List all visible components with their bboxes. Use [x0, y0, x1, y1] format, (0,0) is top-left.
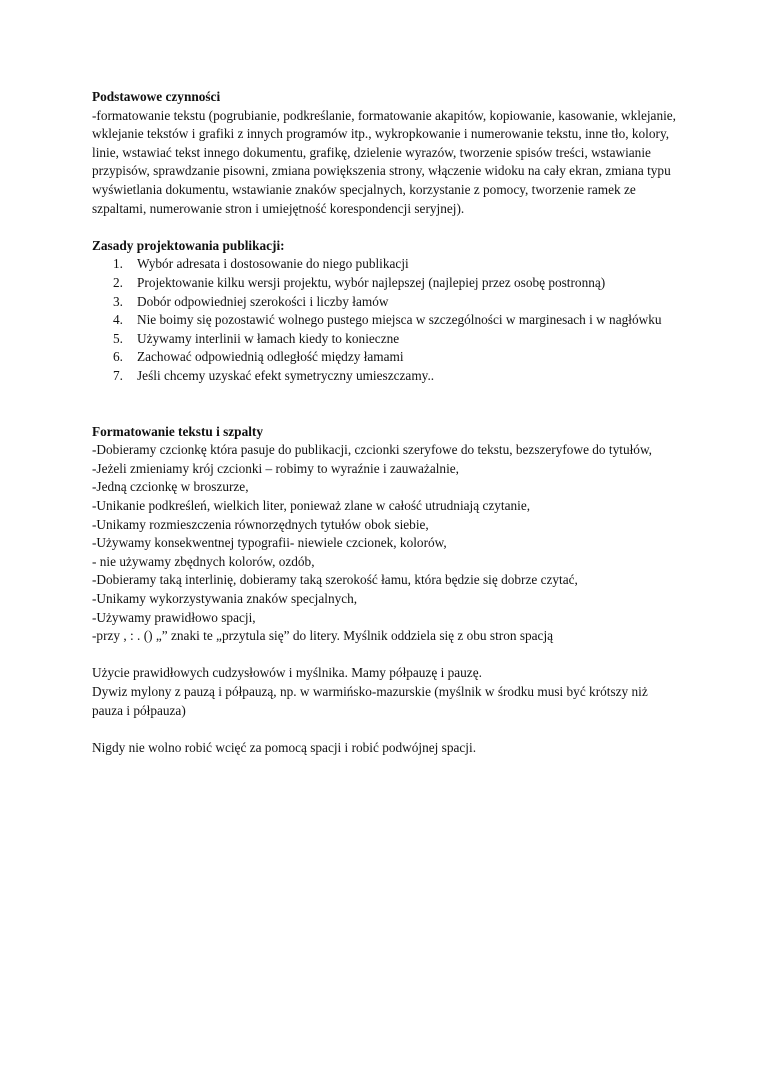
list-number: 4. — [113, 312, 123, 328]
formatting-line: -Jedną czcionkę w broszurze, — [92, 479, 249, 495]
formatting-line: -przy , : . () „” znaki te „przytula się” do litery. Myślnik oddziela się z obu stron spacją — [92, 628, 554, 644]
formatting-line: -Dobieramy czcionkę która pasuje do publikacji, czcionki szeryfowe do tekstu, bezszeryfowe do tytułów, — [92, 442, 653, 458]
list-item — [92, 311, 682, 330]
section-heading-text-formatting: Formatowanie tekstu i szpalty — [92, 423, 263, 439]
design-rules-list — [92, 255, 682, 385]
text-formatting-lines — [92, 441, 682, 646]
formatting-line: -Unikanie podkreśleń, wielkich liter, ponieważ zlane w całość utrudniają czytanie, — [92, 498, 531, 514]
quotes-dashes-paragraph — [92, 664, 682, 720]
section-heading-design-rules: Zasady projektowania publikacji: — [92, 237, 285, 253]
formatting-line: -Używamy konsekwentnej typografii- niewiele czcionek, kolorów, — [92, 535, 447, 551]
list-item-text: Używamy interlinii w łamach kiedy to konieczne — [137, 330, 400, 346]
dash-line: Dywiz mylony z pauzą i półpauzą, np. w warmińsko-mazurskie (myślnik w środku musi być krótszy niż pauza i półpauza) — [92, 684, 648, 718]
spacing-rule-paragraph: Nigdy nie wolno robić wcięć za pomocą spacji i robić podwójnej spacji. — [92, 739, 477, 755]
list-item — [92, 348, 682, 367]
list-item — [92, 274, 682, 293]
formatting-line: - nie używamy zbędnych kolorów, ozdób, — [92, 553, 315, 569]
formatting-line: -Dobieramy taką interlinię, dobieramy taką szerokość łamu, która będzie się dobrze czytać, — [92, 572, 578, 588]
list-number: 2. — [113, 274, 123, 290]
list-number: 7. — [113, 367, 123, 383]
list-item — [92, 293, 682, 312]
formatting-line: -Unikamy wykorzystywania znaków specjalnych, — [92, 591, 358, 607]
list-item-text: Jeśli chcemy uzyskać efekt symetryczny umieszczamy.. — [137, 367, 435, 383]
list-number: 3. — [113, 293, 123, 309]
list-number: 1. — [113, 256, 123, 272]
formatting-line: -Unikamy rozmieszczenia równorzędnych tytułów obok siebie, — [92, 516, 429, 532]
document-page — [92, 88, 682, 757]
formatting-line: -Używamy prawidłowo spacji, — [92, 609, 256, 625]
quotes-line: Użycie prawidłowych cudzysłowów i myślnika. Mamy półpauzę i pauzę. — [92, 665, 482, 681]
formatting-line: -Jeżeli zmieniamy krój czcionki – robimy to wyraźnie i zauważalnie, — [92, 460, 459, 476]
list-item-text: Dobór odpowiedniej szerokości i liczby łamów — [137, 293, 389, 309]
list-item-text: Zachować odpowiednią odległość między łamami — [137, 349, 404, 365]
spacer — [92, 218, 682, 237]
section-heading-basic-actions: Podstawowe czynności — [92, 89, 221, 104]
basic-actions-paragraph: -formatowanie tekstu (pogrubianie, podkreślanie, formatowanie akapitów, kopiowanie, kasowanie, wklejanie, wklejanie tekstów i grafiki z innych programów itp., wykropkowanie i numerowanie tekstu, inne tło, kolory, linie, wstawiać tekst innego dokumentu, grafikę, dzielenie wyrazów, tworzenie spisów treści, wstawianie przypisów, sprawdzanie pisowni, zmiana powiększenia strony, włączenie widoku na cały ekran, zmiana typu wyświetlania dokumentu, wstawianie znaków specjalnych, korzystanie z pomocy, tworzenie ramek ze szpaltami, numerowanie stron i umiejętność korespondencji seryjnej). — [92, 107, 677, 216]
list-item — [92, 330, 682, 349]
spacer — [92, 720, 682, 739]
spacer — [92, 646, 682, 665]
list-item — [92, 255, 682, 274]
list-item-text: Wybór adresata i dostosowanie do niego publikacji — [137, 256, 409, 272]
spacer — [92, 386, 682, 423]
list-item — [92, 367, 682, 386]
list-item-text: Projektowanie kilku wersji projektu, wybór najlepszej (najlepiej przez osobę postronną) — [137, 274, 606, 290]
list-number: 6. — [113, 349, 123, 365]
list-item-text: Nie boimy się pozostawić wolnego pustego miejsca w szczególności w marginesach i w nagłówku — [137, 312, 662, 328]
list-number: 5. — [113, 330, 123, 346]
